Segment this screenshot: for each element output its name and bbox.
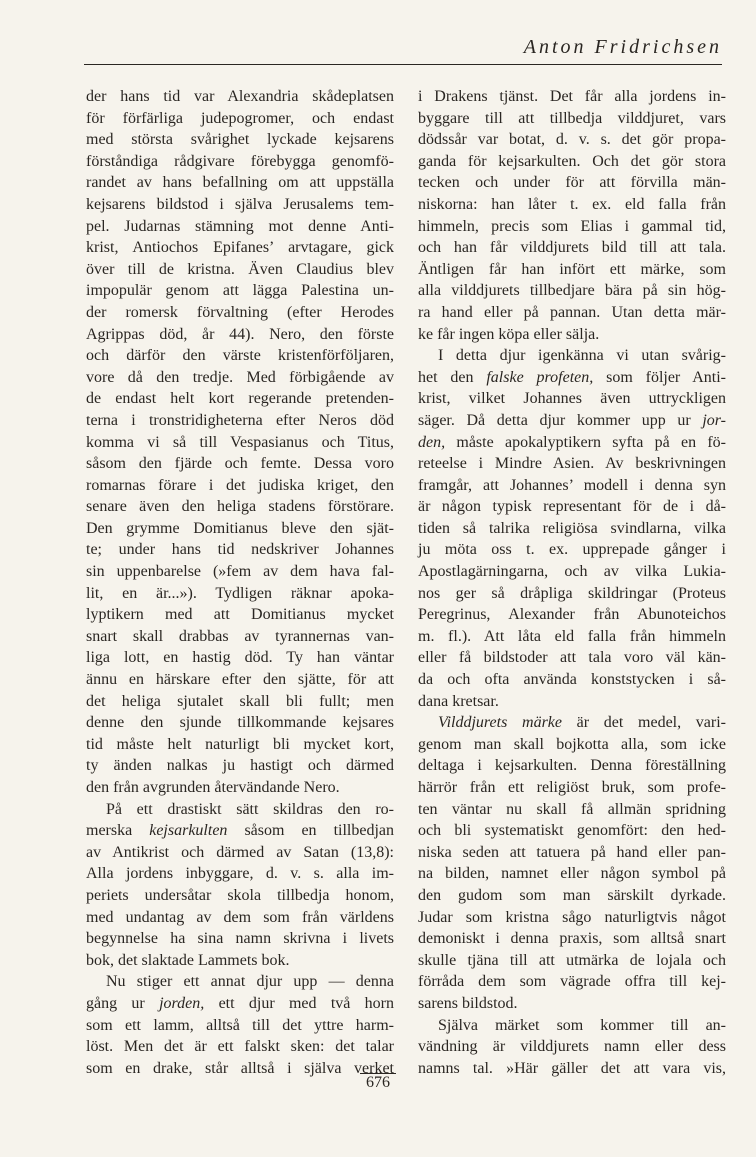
text-line: sarens bildstod. bbox=[418, 994, 518, 1012]
text-line: niskorna: han låter t. ex. eld falla från bbox=[418, 195, 726, 213]
text-line: med största svårighet lyckade kejsarens bbox=[86, 131, 394, 149]
text-line: ten väntar nu skall få allmän spridning bbox=[418, 800, 726, 818]
text-line: alla vilddjurets tillbedjare bära på sin hög- bbox=[418, 282, 726, 300]
text-line: av Antikrist och därmed av Satan (13,8): bbox=[86, 843, 394, 861]
text-line: Peregrinus, Alexander från Abunoteichos bbox=[418, 606, 726, 624]
text-line: terna i tronstridigheterna efter Neros död bbox=[86, 411, 394, 429]
text-line bbox=[86, 820, 394, 842]
left-column bbox=[86, 86, 394, 1079]
emphasis-text: jor- bbox=[702, 411, 726, 429]
text-line: lyptikern med att Domitianus mycket bbox=[86, 606, 394, 624]
text-line bbox=[418, 432, 726, 454]
text-line: krist, vilket Johannes även uttryckligen bbox=[418, 390, 726, 408]
text-line: periets undersåtar skola tillbedja honom, bbox=[86, 886, 394, 904]
text-line: eller få bildstoder att tala voro väl kän- bbox=[418, 649, 726, 667]
text-run: måste apokalyptikern syfta på en fö- bbox=[445, 433, 726, 451]
emphasis-text: kejsarkulten bbox=[149, 822, 228, 840]
text-line: är någon typisk representant för de i då- bbox=[418, 498, 726, 516]
header-rule bbox=[84, 64, 722, 65]
text-line: der hans tid var Alexandria skådeplatsen bbox=[86, 88, 394, 105]
text-line: vändning är vilddjurets namn eller dess bbox=[418, 1038, 726, 1056]
text-line bbox=[86, 993, 394, 1015]
page-number: 676 bbox=[0, 1074, 756, 1092]
emphasis-text: den, bbox=[418, 433, 446, 451]
emphasis-text: jorden, bbox=[159, 994, 205, 1012]
text-line bbox=[418, 367, 726, 389]
text-line: förråda dem som vägrade offra till kej- bbox=[418, 973, 726, 991]
text-line: Nu stiger ett annat djur upp — denna bbox=[106, 973, 394, 991]
text-line: löst. Men det är ett falskt sken: det talar bbox=[86, 1038, 394, 1056]
text-line: romarnas förare i det judiska kriget, den bbox=[86, 476, 394, 494]
text-line: byggare till att tillbedja vilddjuret, vars bbox=[418, 109, 726, 127]
text-run: ett djur med två horn bbox=[204, 994, 394, 1012]
text-line: ganda för kejsarkulten. Och det gör stora bbox=[418, 152, 726, 170]
text-line: dödssår var botat, d. v. s. det gör propa- bbox=[418, 131, 726, 149]
text-line: På ett drastiskt sätt skildras den ro- bbox=[106, 800, 394, 818]
text-line: tid måste helt naturligt bli mycket kort, bbox=[86, 735, 394, 753]
text-line: begynnelse ha sina namn skrivna i livets bbox=[86, 930, 394, 948]
text-line: tecken och under för att förvilla män- bbox=[418, 174, 726, 192]
text-line: och han får vilddjurets bild till att tala. bbox=[418, 239, 726, 257]
text-line: namns tal. »Här gäller det att vara vis, bbox=[418, 1059, 726, 1077]
text-line: sin uppenbarelse (»fem av dem hava fal- bbox=[86, 563, 394, 581]
text-line: Den grymme Domitianus bleve den sjät- bbox=[86, 519, 394, 537]
text-line: snart skall drabbas av tyrannernas van- bbox=[86, 627, 394, 645]
text-line: denne den sjunde tillkommande kejsares bbox=[86, 714, 394, 732]
text-line: te; under hans tid nedskriver Johannes bbox=[86, 541, 394, 559]
text-line: den gudom som man särskilt dyrkade. bbox=[418, 886, 726, 904]
text-run: säger. Då detta djur kommer upp ur bbox=[418, 411, 703, 429]
text-line: ty änden nalkas ju hastigt och därmed bbox=[86, 757, 394, 775]
text-line: der romersk förvaltning (efter Herodes bbox=[86, 303, 394, 321]
text-line: de endast helt kort regerande pretenden- bbox=[86, 390, 394, 408]
text-line: ra hand eller på pannan. Utan detta mär- bbox=[418, 303, 726, 321]
text-line: I detta djur igenkänna vi utan svårig- bbox=[438, 347, 726, 365]
text-line: Själva märket som kommer till an- bbox=[438, 1016, 726, 1034]
emphasis-text: Vilddjurets märke bbox=[438, 714, 562, 732]
text-line: som en drake, står alltså i själva verket bbox=[86, 1059, 394, 1077]
text-line: himmeln, precis som Elias i gammal tid, bbox=[418, 217, 726, 235]
text-line: nos ger så dråpliga skildringar (Proteus bbox=[418, 584, 726, 602]
text-line: för förfärliga judepogromer, och endast bbox=[86, 109, 394, 127]
text-line: som ett lamm, alltså till det yttre harm- bbox=[86, 1016, 394, 1034]
text-line: demoniskt i denna praxis, som alltså snart bbox=[418, 930, 726, 948]
text-line: och därför den värste kristenförföljaren, bbox=[86, 347, 394, 365]
text-line: liga lott, en hastig död. Ty han väntar bbox=[86, 649, 394, 667]
header-author: Anton Fridrichsen bbox=[523, 36, 722, 58]
text-line: genom man skall bojkotta alla, som icke bbox=[418, 735, 726, 753]
text-line: över till de kristna. Även Claudius blev bbox=[86, 260, 394, 278]
text-line: i Drakens tjänst. Det får alla jordens in- bbox=[418, 88, 726, 105]
text-line: härrör från ett religiöst bruk, som profe- bbox=[418, 779, 726, 796]
text-line: det heliga sjutalet skall bli fullt; men bbox=[86, 692, 394, 710]
text-line: niska seden att tatuera på hand eller pan- bbox=[418, 843, 726, 861]
text-line: med undantag av dem som från världens bbox=[86, 908, 394, 926]
text-line: och bli systematiskt genomfört: den hed- bbox=[418, 822, 726, 840]
text-run: merska bbox=[86, 822, 150, 840]
text-line: vore då den tredje. Med förbigående av bbox=[86, 368, 394, 386]
text-line: kejsarens bildstod i själva Jerusalems tem- bbox=[86, 195, 394, 213]
text-line: Apostlagärningarna, och av vilka Lukia- bbox=[418, 563, 726, 581]
text-line: deltaga i kejsarkulten. Denna föreställning bbox=[418, 757, 726, 775]
text-line: förståndiga rådgivare förebygga genomfö- bbox=[86, 152, 394, 170]
text-line: krist, Antiochos Epifanes’ arvtagare, gick bbox=[86, 239, 394, 257]
text-line: den från avgrunden återvändande Nero. bbox=[86, 779, 340, 796]
text-line: lit, en är...»). Tydligen räknar apoka- bbox=[86, 584, 394, 602]
text-line: m. fl.). Att låta eld falla från himmeln bbox=[418, 627, 726, 645]
text-line: na bilden, namnet eller någon symbol på bbox=[418, 865, 726, 883]
text-line: ännu en härskare efter den sjätte, för att bbox=[86, 671, 394, 689]
emphasis-text: falske profeten, bbox=[486, 368, 594, 386]
text-line: ju möta oss t. ex. upprepade gånger i bbox=[418, 541, 726, 559]
text-line: Äntligen får han infört ett märke, som bbox=[418, 260, 726, 278]
text-run: gång ur bbox=[86, 994, 160, 1012]
text-line: tiden så talrika religiösa svindlarna, vilka bbox=[418, 519, 726, 537]
text-line: dana kretsar. bbox=[418, 692, 499, 710]
text-line: da och ofta använda konststycken i så- bbox=[418, 671, 726, 689]
text-line: bok, det slaktade Lammets bok. bbox=[86, 951, 290, 969]
text-line: Alla jordens inbyggare, d. v. s. alla im- bbox=[86, 865, 394, 883]
text-run: är det medel, vari- bbox=[562, 714, 726, 732]
text-line: framgår, att Johannes’ modell i denna syn bbox=[418, 476, 726, 494]
text-line: komma vi så till Vespasianus och Titus, bbox=[86, 433, 394, 451]
text-line: Agrippas död, år 44). Nero, den förste bbox=[86, 325, 394, 343]
text-line: Judar som kristna sågo naturligtvis något bbox=[418, 908, 726, 926]
text-run: såsom en tillbedjan bbox=[227, 822, 394, 840]
text-line: ke får ingen köpa eller sälja. bbox=[418, 325, 600, 343]
text-line: senare även den heliga stadens förstörare. bbox=[86, 498, 394, 516]
text-line bbox=[418, 410, 726, 432]
text-run: het den bbox=[418, 368, 487, 386]
text-line: randet av hans befallning om att uppställa bbox=[86, 174, 394, 192]
text-line bbox=[418, 712, 726, 734]
text-line: såsom den fjärde och femte. Dessa voro bbox=[86, 455, 394, 473]
text-line: skulle tjäna till att utmärka de lojala och bbox=[418, 951, 726, 969]
text-line: reteelse i Mindre Asien. Av beskrivningen bbox=[418, 455, 726, 473]
text-line: pel. Judarnas stämning mot denne Anti- bbox=[86, 217, 394, 235]
right-column bbox=[418, 86, 726, 1079]
text-run: som följer Anti- bbox=[593, 368, 727, 386]
text-line: impopulär genom att lägga Palestina un- bbox=[86, 282, 394, 300]
running-header bbox=[84, 36, 722, 59]
